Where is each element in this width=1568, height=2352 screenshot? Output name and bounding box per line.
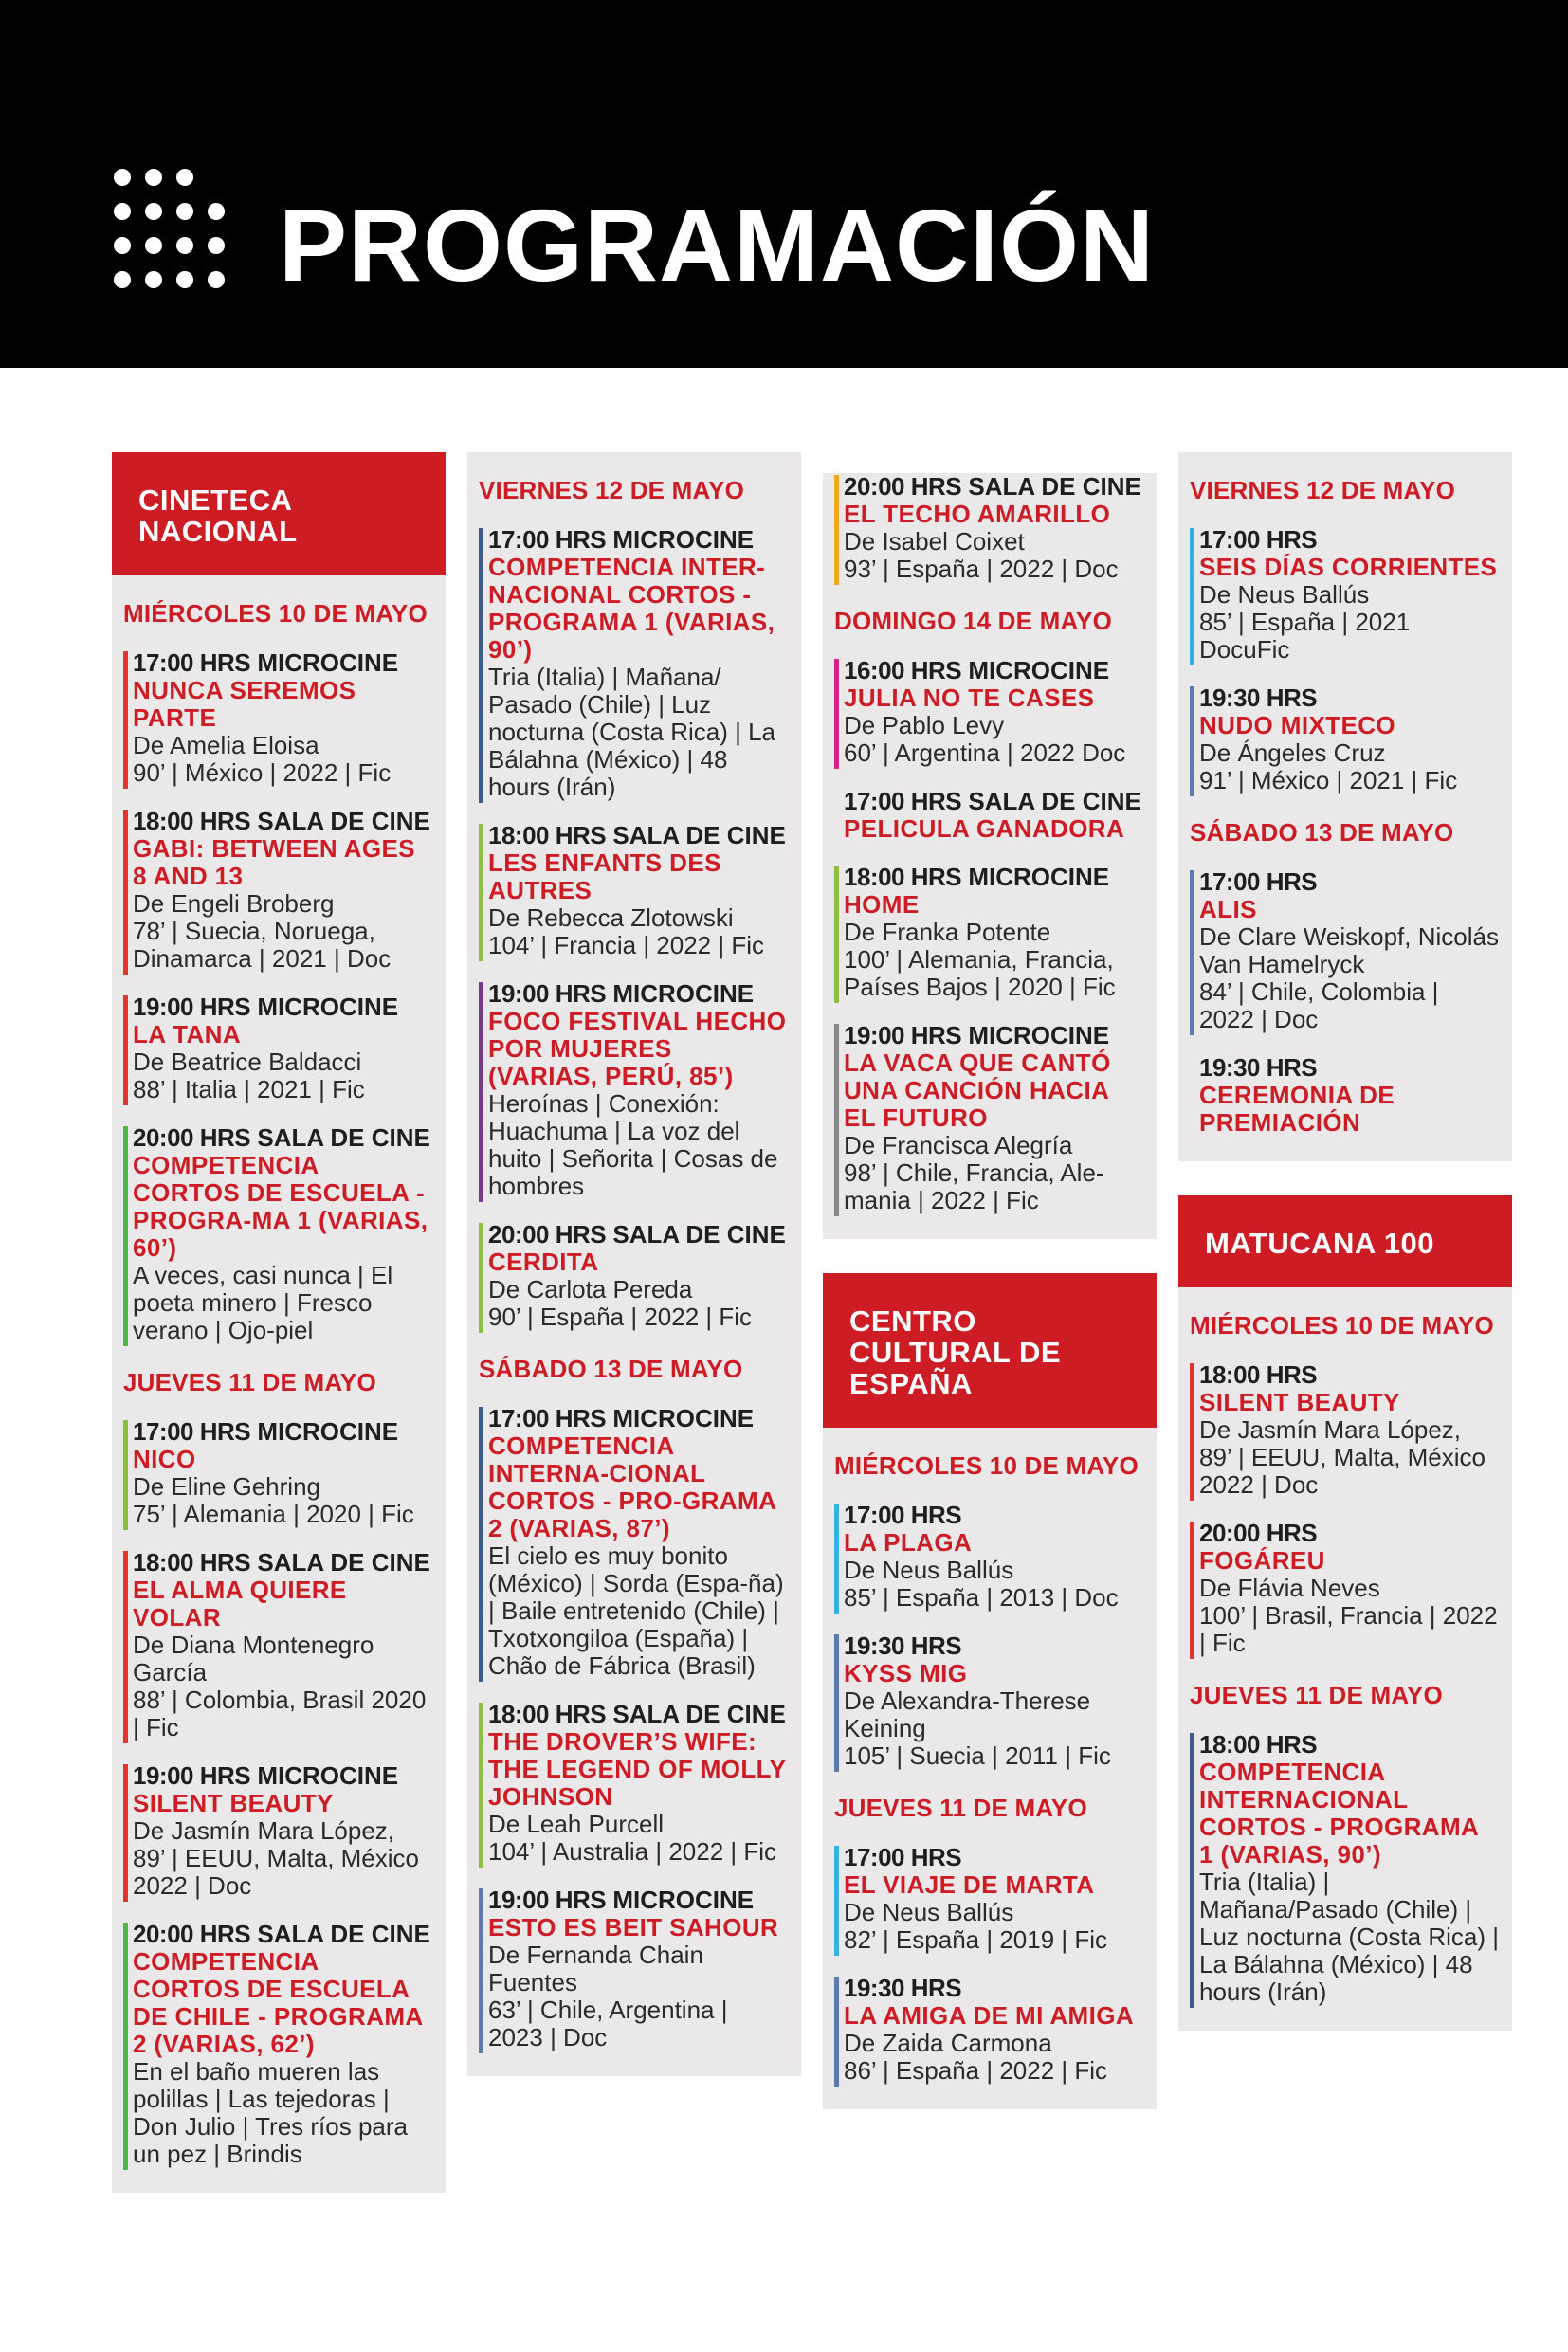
event-item (834, 1022, 1143, 1214)
event-detail: 85’ | España | 2021 DocuFic (1199, 608, 1411, 664)
dots-logo-icon (114, 169, 231, 292)
event-detail: Tria (Italia) | Mañana/ Pasado (Chile) | Luz nocturna (Costa Rica) | La Bálahna (México) | 48 hours (Irán) (488, 663, 775, 801)
event-item (834, 1975, 1143, 2085)
schedule-panel (1178, 452, 1512, 1161)
event-time: 19:30 HRS (1199, 684, 1318, 712)
event-item (479, 1405, 788, 1680)
event-item (123, 1549, 432, 1741)
event-room: MICROCINE (968, 863, 1110, 891)
column-4 (1178, 452, 1512, 2031)
event-item (1190, 1731, 1499, 2006)
column-1 (112, 452, 446, 2193)
event-time: 17:00 HRS (844, 1843, 962, 1871)
event-title: NICO (133, 1445, 196, 1473)
event-item (1190, 684, 1499, 794)
event-detail: De Alexandra-Therese Keining (844, 1687, 1091, 1742)
event-item (834, 1844, 1143, 1954)
event-detail: 90’ | México | 2022 | Fic (133, 758, 392, 787)
event-time-room (133, 1762, 432, 1790)
event-detail: 104’ | Francia | 2022 | Fic (488, 931, 764, 959)
event-title: LA TANA (133, 1020, 241, 1048)
event-item (1190, 1361, 1499, 1499)
event-room: MICROCINE (257, 1417, 399, 1446)
event-item (834, 788, 1143, 843)
event-time-room (488, 1221, 788, 1249)
event-title: EL TECHO AMARILLO (844, 500, 1111, 528)
date-heading: MIÉRCOLES 10 DE MAYO (123, 599, 428, 628)
event-time: 19:30 HRS (844, 1632, 962, 1660)
event-room: MICROCINE (257, 648, 399, 677)
event-time-room (488, 980, 788, 1008)
event-time: 18:00 HRS (1199, 1360, 1318, 1389)
event-time-room (844, 1632, 1143, 1660)
panel-spacer (1178, 1137, 1512, 1161)
event-detail: 105’ | Suecia | 2011 | Fic (844, 1741, 1111, 1770)
panel-spacer (1178, 2006, 1512, 2031)
event-time-room (133, 649, 432, 677)
event-title: PELICULA GANADORA (844, 814, 1125, 843)
event-detail: De Amelia Eloisa (133, 731, 319, 759)
event-time: 17:00 HRS (844, 787, 962, 815)
event-detail: De Fernanda Chain Fuentes (488, 1941, 703, 1996)
event-detail: De Franka Potente (844, 918, 1051, 946)
event-time: 18:00 HRS (488, 821, 607, 849)
event-time-room (1199, 684, 1499, 712)
page-header (0, 0, 1568, 368)
event-detail: 85’ | España | 2013 | Doc (844, 1583, 1119, 1612)
event-time-room (844, 657, 1143, 684)
event-time-room (133, 1921, 432, 1948)
date-heading: DOMINGO 14 DE MAYO (834, 607, 1113, 635)
event-time: 19:00 HRS (488, 1886, 607, 1914)
event-detail: De Rebecca Zlotowski (488, 903, 734, 932)
event-detail: 88’ | Italia | 2021 | Fic (133, 1075, 365, 1103)
event-title: FOCO FESTIVAL HECHO POR MUJERES (VARIAS, PERÚ, 85’) (488, 1007, 787, 1090)
event-title: SILENT BEAUTY (1199, 1388, 1400, 1416)
event-time-room (844, 788, 1143, 815)
event-time-room (488, 822, 788, 849)
event-time: 18:00 HRS (844, 863, 962, 891)
event-detail: 90’ | España | 2022 | Fic (488, 1303, 753, 1331)
date-heading: MIÉRCOLES 10 DE MAYO (834, 1451, 1139, 1480)
event-item (834, 657, 1143, 767)
event-detail: De Eline Gehring (133, 1472, 320, 1501)
date-heading: SÁBADO 13 DE MAYO (479, 1355, 743, 1383)
event-item (123, 994, 432, 1103)
event-room: SALA DE CINE (257, 1123, 430, 1152)
page-title: PROGRAMACIÓN (279, 188, 1155, 302)
event-time-room (488, 1887, 788, 1914)
event-title: SEIS DÍAS CORRIENTES (1199, 553, 1498, 581)
event-time-room (844, 1022, 1143, 1049)
event-title: THE DROVER’S WIFE: THE LEGEND OF MOLLY JOHNSON (488, 1727, 786, 1811)
event-item (123, 1921, 432, 2168)
event-title: EL VIAJE DE MARTA (844, 1870, 1095, 1899)
event-item (123, 1418, 432, 1528)
event-detail: Tria (Italia) | Mañana/Pasado (Chile) | Luz nocturna (Costa Rica) | La Bálahna (México) | 48 hours (Irán) (1199, 1868, 1499, 2006)
event-room: MICROCINE (612, 1886, 755, 1914)
event-time-room (844, 1502, 1143, 1529)
event-time: 18:00 HRS (1199, 1730, 1318, 1759)
date-heading: MIÉRCOLES 10 DE MAYO (1190, 1311, 1494, 1340)
event-time: 20:00 HRS (1199, 1519, 1318, 1547)
event-room: MICROCINE (257, 1761, 399, 1790)
date-heading: JUEVES 11 DE MAYO (1190, 1681, 1443, 1709)
event-detail: De Neus Ballús (844, 1898, 1014, 1926)
event-detail: 78’ | Suecia, Noruega, Dinamarca | 2021 | Doc (133, 917, 392, 973)
event-detail: De Leah Purcell (488, 1810, 664, 1838)
event-time: 20:00 HRS (133, 1123, 251, 1152)
event-detail: El cielo es muy bonito (México) | Sorda (Espa-ña) | Baile entretenido (Chile) | Txotxongiloa (España) | Chão de Fábrica (Brasil) (488, 1541, 784, 1680)
event-time: 19:00 HRS (488, 979, 607, 1008)
event-room: SALA DE CINE (612, 1700, 786, 1728)
event-detail: 100’ | Brasil, Francia | 2022 | Fic (1199, 1601, 1498, 1657)
event-time-room (133, 1418, 432, 1446)
date-heading: JUEVES 11 DE MAYO (123, 1368, 376, 1396)
event-time-room (133, 1124, 432, 1152)
event-detail: En el baño mueren las polillas | Las tejedoras | Don Julio | Tres ríos para un pez | Brindis (133, 2057, 408, 2168)
event-room: MICROCINE (968, 1021, 1110, 1049)
date-heading: VIERNES 12 DE MAYO (1190, 476, 1456, 504)
venue-header: CENTRO CULTURAL DE ESPAÑA (823, 1273, 1157, 1428)
event-time: 18:00 HRS (133, 807, 251, 835)
event-time-room (844, 1975, 1143, 2002)
event-detail: 82’ | España | 2019 | Fic (844, 1925, 1108, 1954)
event-room: SALA DE CINE (257, 1548, 430, 1577)
event-item (1190, 868, 1499, 1033)
event-time: 19:30 HRS (1199, 1053, 1318, 1082)
event-detail: De Francisca Alegría (844, 1131, 1073, 1159)
event-detail: De Isabel Coixet (844, 527, 1025, 556)
event-detail: 104’ | Australia | 2022 | Fic (488, 1837, 777, 1866)
schedule-panel (112, 452, 446, 2193)
date-heading: SÁBADO 13 DE MAYO (1190, 818, 1454, 847)
event-detail: 86’ | España | 2022 | Fic (844, 2056, 1108, 2085)
event-title: LES ENFANTS DES AUTRES (488, 848, 721, 904)
event-title: JULIA NO TE CASES (844, 684, 1095, 712)
event-item (479, 822, 788, 959)
event-time-room (844, 473, 1143, 501)
event-title: COMPETENCIA CORTOS DE ESCUELA - PROGRA-MA 1 (VARIAS, 60’) (133, 1151, 428, 1262)
event-detail: 84’ | Chile, Colombia | 2022 | Doc (1199, 977, 1439, 1033)
event-room: SALA DE CINE (612, 1220, 786, 1249)
event-room: SALA DE CINE (257, 807, 430, 835)
event-time-room (1199, 1054, 1499, 1082)
event-title: CERDITA (488, 1248, 599, 1276)
event-detail: 100’ | Alemania, Francia, Países Bajos | 2020 | Fic (844, 945, 1116, 1001)
schedule-panel (823, 473, 1157, 1239)
event-room: MICROCINE (257, 993, 399, 1021)
event-time: 20:00 HRS (488, 1220, 607, 1249)
event-title: HOME (844, 890, 920, 919)
date-heading: JUEVES 11 DE MAYO (834, 1794, 1087, 1822)
event-title: SILENT BEAUTY (133, 1789, 334, 1817)
event-item (123, 808, 432, 973)
event-room: SALA DE CINE (968, 787, 1141, 815)
event-time-room (844, 1844, 1143, 1871)
event-time-room (1199, 1520, 1499, 1547)
event-item (123, 1762, 432, 1900)
event-detail: De Jasmín Mara López, 89’ | EEUU, Malta, México 2022 | Doc (1199, 1415, 1486, 1499)
event-detail: De Zaida Carmona (844, 2029, 1052, 2057)
column-2 (467, 452, 801, 2076)
event-detail: 93’ | España | 2022 | Doc (844, 555, 1119, 583)
event-title: COMPETENCIA INTERNACIONAL CORTOS - PROGRAMA 1 (VARIAS, 90’) (1199, 1758, 1479, 1869)
event-title: NUDO MIXTECO (1199, 711, 1396, 739)
event-item (479, 1887, 788, 2051)
event-room: SALA DE CINE (257, 1920, 430, 1948)
event-title: LA PLAGA (844, 1528, 973, 1557)
event-item (834, 864, 1143, 1001)
event-time: 19:00 HRS (133, 1761, 251, 1790)
event-detail: De Jasmín Mara López, 89’ | EEUU, Malta, México 2022 | Doc (133, 1816, 419, 1900)
event-detail: De Diana Montenegro García (133, 1631, 374, 1687)
event-item (1190, 526, 1499, 664)
venue-header: MATUCANA 100 (1178, 1195, 1512, 1287)
event-time-room (1199, 1361, 1499, 1389)
event-detail: De Neus Ballús (844, 1556, 1014, 1584)
event-item (1190, 1054, 1499, 1137)
event-title: ESTO ES BEIT SAHOUR (488, 1913, 779, 1942)
event-title: EL ALMA QUIERE VOLAR (133, 1576, 347, 1632)
event-time: 17:00 HRS (844, 1501, 962, 1529)
event-title: LA VACA QUE CANTÓ UNA CANCIÓN HACIA EL FUTURO (844, 1048, 1111, 1132)
event-detail: Heroínas | Conexión: Huachuma | La voz del huito | Señorita | Cosas de hombres (488, 1089, 778, 1200)
event-time-room (1199, 868, 1499, 896)
event-time: 18:00 HRS (488, 1700, 607, 1728)
event-detail: 91’ | México | 2021 | Fic (1199, 766, 1458, 794)
event-detail: 60’ | Argentina | 2022 Doc (844, 738, 1126, 767)
event-time-room (488, 1701, 788, 1728)
panel-spacer (823, 1214, 1157, 1239)
event-detail: De Carlota Pereda (488, 1275, 693, 1304)
event-room: MICROCINE (612, 1404, 755, 1432)
event-detail: De Pablo Levy (844, 711, 1005, 739)
event-time: 19:00 HRS (133, 993, 251, 1021)
event-room: SALA DE CINE (968, 472, 1141, 501)
event-item (123, 649, 432, 787)
event-time-room (133, 1549, 432, 1577)
event-title: COMPETENCIA INTER-NACIONAL CORTOS - PROGRAMA 1 (VARIAS, 90’) (488, 553, 775, 664)
event-item (479, 526, 788, 801)
event-item (834, 473, 1143, 583)
event-time: 20:00 HRS (844, 472, 962, 501)
event-detail: 63’ | Chile, Argentina | 2023 | Doc (488, 1996, 728, 2051)
event-title: KYSS MIG (844, 1659, 968, 1687)
event-room: SALA DE CINE (612, 821, 786, 849)
event-time: 19:00 HRS (844, 1021, 962, 1049)
panel-spacer (823, 2085, 1157, 2109)
event-room: MICROCINE (612, 979, 755, 1008)
event-time-room (488, 1405, 788, 1432)
event-detail: De Ángeles Cruz (1199, 738, 1386, 767)
event-time: 20:00 HRS (133, 1920, 251, 1948)
event-detail: De Clare Weiskopf, Nicolás Van Hamelryck (1199, 922, 1499, 978)
event-item (834, 1632, 1143, 1770)
event-time-room (133, 994, 432, 1021)
event-time-room (844, 864, 1143, 891)
event-item (479, 1221, 788, 1331)
event-time: 19:30 HRS (844, 1974, 962, 2002)
event-room: MICROCINE (612, 525, 755, 554)
venue-header: CINETECA NACIONAL (112, 452, 446, 575)
event-title: NUNCA SEREMOS PARTE (133, 676, 356, 732)
event-time-room (1199, 1731, 1499, 1759)
event-title: GABI: BETWEEN AGES 8 AND 13 (133, 834, 416, 890)
panel-spacer (467, 2051, 801, 2076)
event-time: 17:00 HRS (133, 648, 251, 677)
column-3 (823, 452, 1157, 2109)
event-detail: De Neus Ballús (1199, 580, 1370, 609)
event-time: 17:00 HRS (133, 1417, 251, 1446)
event-detail: 75’ | Alemania | 2020 | Fic (133, 1500, 414, 1528)
panel-spacer (112, 2168, 446, 2193)
event-time: 18:00 HRS (133, 1548, 251, 1577)
event-item (479, 1701, 788, 1866)
event-time-room (488, 526, 788, 554)
event-time: 17:00 HRS (1199, 525, 1318, 554)
event-time-room (1199, 526, 1499, 554)
event-detail: De Engeli Broberg (133, 889, 335, 918)
event-title: ALIS (1199, 895, 1257, 923)
event-title: LA AMIGA DE MI AMIGA (844, 2001, 1135, 2030)
event-detail: A veces, casi nunca | El poeta minero | Fresco verano | Ojo-piel (133, 1261, 393, 1344)
date-heading: VIERNES 12 DE MAYO (479, 476, 745, 504)
event-item (479, 980, 788, 1200)
event-detail: De Flávia Neves (1199, 1574, 1380, 1602)
schedule-panel (823, 1273, 1157, 2109)
event-title: CEREMONIA DE PREMIACIÓN (1199, 1081, 1395, 1137)
event-title: FOGÁREU (1199, 1546, 1325, 1575)
event-room: MICROCINE (968, 656, 1110, 684)
event-item (834, 1502, 1143, 1612)
event-time: 16:00 HRS (844, 656, 962, 684)
event-item (123, 1124, 432, 1344)
event-time: 17:00 HRS (488, 525, 607, 554)
event-detail: De Beatrice Baldacci (133, 1048, 362, 1076)
event-detail: 88’ | Colombia, Brasil 2020 | Fic (133, 1686, 427, 1741)
schedule-panel (1178, 1195, 1512, 2031)
event-time-room (133, 808, 432, 835)
event-time: 17:00 HRS (488, 1404, 607, 1432)
event-time: 17:00 HRS (1199, 867, 1318, 896)
event-detail: 98’ | Chile, Francia, Ale-mania | 2022 | Fic (844, 1158, 1104, 1214)
event-title: COMPETENCIA INTERNA-CIONAL CORTOS - PRO-GRAMA 2 (VARIAS, 87’) (488, 1431, 776, 1542)
event-title: COMPETENCIA CORTOS DE ESCUELA DE CHILE - PROGRAMA 2 (VARIAS, 62’) (133, 1947, 423, 2058)
event-item (1190, 1520, 1499, 1657)
schedule-panel (467, 452, 801, 2076)
